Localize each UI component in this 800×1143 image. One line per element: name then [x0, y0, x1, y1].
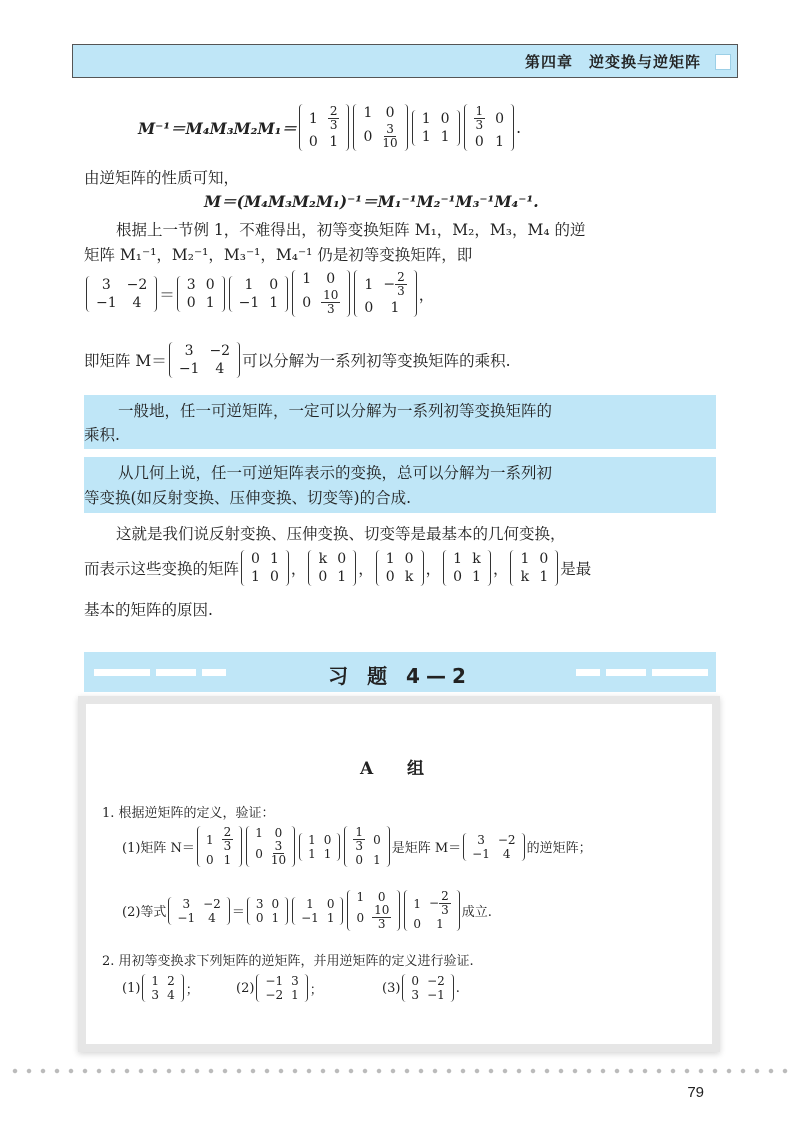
- matrix-cell: 0: [269, 276, 279, 293]
- formula-2: M＝(M₄M₃M₂M₁)⁻¹＝M₁⁻¹M₂⁻¹M₃⁻¹M₄⁻¹.: [204, 192, 539, 211]
- matrix-cell: −2: [203, 896, 221, 911]
- matrix: [376, 550, 424, 586]
- matrix-cell: −2: [265, 988, 284, 1002]
- matrix-cell: 0: [205, 853, 214, 867]
- matrix-cell: 0: [318, 569, 328, 585]
- matrix-cell: 1: [302, 271, 312, 287]
- matrix: [246, 826, 295, 867]
- matrix-cell: 4: [132, 294, 142, 311]
- matrix-cell: −1: [301, 910, 319, 925]
- matrix-cell: 0: [255, 846, 263, 861]
- formula-3: 3 −2 −1 4 ＝ 3 0 0 1 1 0 −1 1 1 0 0 $\frac{10}{3}$ 1 − $\frac{2}{3}$ 0 1 ，: [84, 270, 434, 317]
- matrix-cell: 1: [269, 294, 279, 311]
- matrix-cell: 1: [364, 276, 374, 293]
- matrix-cell: 1: [291, 988, 299, 1002]
- matrix-cell: 3: [411, 988, 420, 1002]
- matrix: [402, 974, 453, 1002]
- matrix-cell: 1: [520, 551, 530, 567]
- matrix-cell: 0: [404, 551, 414, 567]
- matrix: [464, 104, 515, 151]
- matrix-cell: k: [472, 551, 481, 567]
- matrix: [344, 826, 389, 867]
- header-square: [715, 54, 731, 70]
- exercise-box: [86, 704, 712, 1044]
- matrix-cell: 1: [472, 569, 481, 585]
- matrix-cell: 1: [440, 128, 450, 145]
- bar-dash: [576, 669, 600, 676]
- matrix-cell: 0: [363, 128, 373, 145]
- question-1b: (2)等式 3 −2 −1 4 ＝ 3 0 0 1 1 0 −1 1 1 0 0 $\frac{10}{3}$ 1 − $\frac{2}{3}$ 0 1 成立.: [122, 889, 492, 931]
- matrix: [292, 270, 350, 317]
- chapter-title: 第四章 逆变换与逆矩阵: [524, 53, 701, 71]
- question-2-item: (2) −1 3 −2 1 ；: [236, 974, 323, 1002]
- matrix-cell: 3: [186, 276, 196, 293]
- matrix: [463, 833, 524, 861]
- matrix: [443, 550, 491, 586]
- matrix-cell: 1: [421, 128, 431, 145]
- matrix: [353, 104, 407, 151]
- matrix-cell: 0: [274, 826, 283, 840]
- matrix-cell: 4: [215, 361, 225, 377]
- matrix-cell: 0: [453, 569, 463, 585]
- matrix: [299, 104, 350, 151]
- matrix-cell: $\frac{1}{3}$: [475, 104, 484, 132]
- group-label: A 组: [359, 759, 439, 779]
- matrix-cell: −1: [177, 910, 196, 925]
- matrix-cell: 2: [167, 974, 175, 988]
- matrix-cell: 3: [255, 896, 264, 911]
- matrix-cell: 1: [337, 569, 347, 585]
- matrix-cell: 4: [167, 988, 175, 1002]
- matrix: [197, 826, 242, 867]
- matrix-cell: −1: [265, 974, 284, 988]
- matrix-cell: −1: [238, 294, 260, 311]
- matrix-cell: 1: [539, 569, 549, 585]
- matrix: [142, 974, 183, 1002]
- matrix-cell: −1: [427, 988, 445, 1002]
- highlight-box-1: 一般地，任一可逆矩阵，一定可以分解为一系列初等变换矩阵的 乘积.: [84, 395, 716, 449]
- matrix-cell: 1: [495, 134, 505, 150]
- matrix-cell: 0: [539, 551, 549, 567]
- matrix: [229, 276, 289, 312]
- matrix: [292, 897, 343, 925]
- highlight-box-2: 从几何上说，任一可逆矩阵表示的变换，总可以分解为一系列初 等变换(如反射变换、压伸变换、切变等)的合成.: [84, 457, 716, 513]
- matrix-cell: 1: [271, 910, 280, 925]
- matrix: [169, 342, 240, 378]
- matrix-cell: 0: [205, 276, 215, 293]
- matrix-cell: 0: [377, 890, 386, 904]
- dotted-divider: [8, 1068, 788, 1074]
- matrix-cell: 1: [251, 569, 260, 585]
- matrix-cell: 0: [186, 294, 196, 311]
- matrix-cell: 3: [182, 896, 191, 911]
- paragraph-line: 基本的矩阵的原因.: [84, 601, 213, 619]
- matrix: [256, 974, 307, 1002]
- matrix-cell: k: [404, 569, 414, 585]
- matrix: [510, 550, 558, 586]
- matrix: [177, 276, 225, 312]
- basic-matrices-line: 而表示这些变换的矩阵 0 1 1 0 ， k 0 0 1 ， 1 0 0 k ， 1 k 0 1 ， 1 0 k 1 是最: [84, 551, 592, 585]
- matrix-cell: 1: [421, 110, 431, 127]
- matrix: [354, 270, 416, 317]
- matrix-cell: 0: [269, 569, 279, 585]
- matrix-cell: 1: [323, 846, 332, 861]
- matrix-cell: 0: [326, 896, 335, 911]
- matrix-cell: 1: [151, 974, 160, 988]
- matrix-cell: 1: [205, 832, 214, 847]
- matrix-cell: $\frac{2}{3}$: [223, 825, 232, 853]
- matrix: [299, 833, 340, 861]
- matrix-cell: 1: [373, 853, 381, 867]
- matrix-cell: 0: [255, 910, 264, 925]
- matrix-cell: 4: [208, 910, 216, 925]
- matrix-cell: 4: [502, 846, 511, 861]
- matrix-cell: 0: [495, 110, 505, 127]
- decomposition-line: 即矩阵 M＝ 3 −2 −1 4 可以分解为一系列初等变换矩阵的乘积.: [84, 343, 511, 377]
- matrix-cell: $\frac{3}{10}$: [270, 839, 287, 867]
- matrix-cell: 1: [308, 832, 316, 847]
- matrix-cell: 3: [151, 988, 160, 1002]
- matrix: [241, 550, 289, 586]
- matrix-cell: 1: [326, 910, 335, 925]
- bar-dash: [606, 669, 646, 676]
- matrix-cell: k: [520, 569, 530, 585]
- matrix-cell: 1: [356, 890, 365, 904]
- matrix-cell: −2: [209, 343, 231, 359]
- matrix-cell: 1: [223, 853, 232, 867]
- matrix-cell: −2: [497, 832, 516, 847]
- matrix-cell: 1: [205, 294, 215, 311]
- matrix-cell: 0: [413, 917, 422, 931]
- matrix-cell: 1: [329, 134, 339, 150]
- matrix-cell: $\frac{10}{3}$: [323, 288, 339, 316]
- matrix-cell: 1: [453, 551, 463, 567]
- matrix-cell: 0: [356, 910, 365, 925]
- matrix-cell: $\frac{3}{10}$: [382, 122, 398, 150]
- matrix: [247, 897, 288, 925]
- question-2-item: (1) 1 2 3 4 ；: [122, 974, 199, 1002]
- matrix-cell: 0: [302, 294, 312, 311]
- matrix: [86, 276, 157, 312]
- matrix-cell: 0: [385, 569, 395, 585]
- question-1a: (1)矩阵 N＝ 1 $\frac{2}{3}$ 0 1 1 0 0 $\frac{3}{10}$ 1 0 1 1 $\frac{1}{3}$ 0 0 1 是矩阵 M＝ 3 −2 −1 4 的逆矩阵；: [122, 825, 592, 867]
- matrix-cell: 0: [271, 896, 280, 911]
- matrix-cell: $\frac{1}{3}$: [355, 825, 364, 853]
- formula-1: M⁻¹＝M₄M₃M₂M₁＝ 1 $\frac{2}{3}$ 0 1 1 0 0 $\frac{3}{10}$ 1 0 1 1 $\frac{1}{3}$ 0 0 1 .: [138, 104, 522, 150]
- matrix-cell: −2: [427, 974, 445, 988]
- exercise-header-bar: [84, 652, 716, 692]
- paragraph-line: 根据上一节例 1，不难得出，初等变换矩阵 M₁，M₂，M₃，M₄ 的逆: [116, 221, 586, 239]
- matrix: [308, 550, 356, 586]
- question-2: 2. 用初等变换求下列矩阵的逆矩阵，并用逆矩阵的定义进行验证.: [102, 954, 474, 969]
- matrix-cell: 1: [255, 826, 263, 840]
- matrix-cell: 0: [385, 105, 395, 121]
- matrix-cell: 0: [308, 134, 318, 150]
- matrix-cell: 3: [184, 343, 194, 359]
- matrix-cell: k: [318, 551, 328, 567]
- matrix-cell: 1: [269, 551, 279, 567]
- matrix-cell: 1: [413, 896, 422, 911]
- matrix-cell: 1: [308, 110, 318, 127]
- matrix-cell: 1: [244, 276, 254, 293]
- matrix: [347, 890, 400, 931]
- matrix-cell: 3: [291, 974, 299, 988]
- matrix-cell: − $\frac{2}{3}$: [383, 270, 405, 298]
- matrix-cell: 0: [411, 974, 420, 988]
- matrix: [412, 110, 460, 146]
- matrix-cell: 0: [323, 832, 332, 847]
- paragraph-line: 矩阵 M₁⁻¹，M₂⁻¹，M₃⁻¹，M₄⁻¹ 仍是初等变换矩阵，即: [84, 246, 473, 264]
- matrix-cell: 0: [355, 853, 364, 867]
- matrix-cell: −2: [126, 276, 148, 293]
- matrix-cell: − $\frac{2}{3}$: [429, 889, 449, 917]
- question-1: 1. 根据逆矩阵的定义，验证：: [102, 806, 275, 821]
- matrix-cell: 0: [474, 134, 484, 150]
- matrix-cell: 0: [326, 271, 336, 287]
- chapter-header: [72, 44, 738, 78]
- matrix-cell: 3: [477, 832, 485, 847]
- exercise-title: 习 题 4—2: [328, 664, 472, 688]
- text-line: 由逆矩阵的性质可知，: [84, 169, 240, 187]
- matrix-cell: 1: [308, 846, 316, 861]
- matrix-cell: 0: [337, 551, 347, 567]
- matrix-cell: 1: [436, 917, 444, 931]
- matrix-cell: 0: [364, 300, 374, 316]
- matrix: [404, 890, 459, 931]
- paragraph-line: 这就是我们说反射变换、压伸变换、切变等是最基本的几何变换，: [116, 525, 566, 543]
- matrix-cell: 1: [390, 300, 400, 316]
- matrix-cell: 0: [440, 110, 450, 127]
- bar-dash: [652, 669, 708, 676]
- matrix-cell: 3: [101, 276, 111, 293]
- matrix-cell: 1: [363, 105, 373, 121]
- matrix-cell: −1: [178, 361, 200, 377]
- matrix-cell: $\frac{2}{3}$: [329, 104, 338, 132]
- matrix-cell: −1: [96, 294, 117, 311]
- question-2-item: (3) 0 −2 3 −1 .: [382, 974, 460, 1002]
- matrix-cell: 1: [385, 551, 395, 567]
- matrix-cell: 1: [306, 896, 314, 911]
- matrix-cell: 0: [373, 832, 381, 847]
- matrix-cell: −1: [472, 846, 490, 861]
- matrix: [168, 897, 229, 925]
- page-number: 79: [687, 1084, 704, 1101]
- matrix-cell: 0: [251, 551, 260, 567]
- matrix-cell: $\frac{10}{3}$: [374, 903, 390, 931]
